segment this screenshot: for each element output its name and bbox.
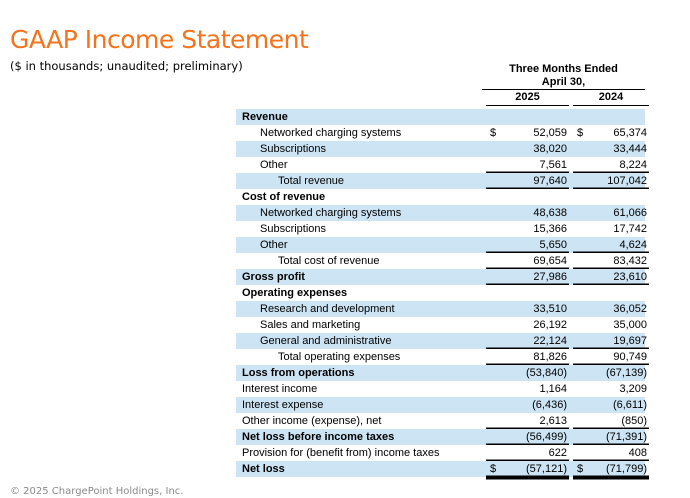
row-label: Other xyxy=(260,239,288,251)
cell-v2025 xyxy=(486,365,569,381)
cell-v2024 xyxy=(573,221,649,237)
cell-v2025 xyxy=(486,109,569,125)
row-label: Net loss xyxy=(242,463,285,475)
row-label: Interest expense xyxy=(242,399,324,411)
income-row xyxy=(236,237,645,253)
cell-value: (71,799) xyxy=(606,463,647,475)
page-subtitle: ($ in thousands; unaudited; preliminary) xyxy=(10,59,243,73)
cell-v2024 xyxy=(573,269,649,285)
cell-value: 90,749 xyxy=(613,351,647,363)
cell-v2025 xyxy=(486,141,569,157)
row-label: Total operating expenses xyxy=(278,351,401,363)
cell-value: 48,638 xyxy=(533,207,567,219)
cell-value: 107,042 xyxy=(607,175,647,187)
cell-value: 38,020 xyxy=(533,143,567,155)
cell-value: 69,654 xyxy=(533,255,567,267)
period-header-line1: Three Months Ended xyxy=(509,63,618,75)
row-label: Total revenue xyxy=(278,175,345,187)
cell-v2025 xyxy=(486,445,569,461)
cell-v2025 xyxy=(486,269,569,285)
cell-v2024 xyxy=(573,349,649,365)
cell-value: (57,121) xyxy=(526,463,567,475)
cell-v2025 xyxy=(486,381,569,397)
cell-value: 26,192 xyxy=(533,319,567,331)
income-row xyxy=(236,109,645,125)
cell-value: 33,444 xyxy=(613,143,647,155)
row-label: Total cost of revenue xyxy=(278,255,380,267)
cell-value: 65,374 xyxy=(613,127,647,139)
cell-v2024 xyxy=(573,445,649,461)
cell-v2025 xyxy=(486,333,569,349)
row-label: Interest income xyxy=(242,383,318,395)
row-label: Other xyxy=(260,159,288,171)
cell-v2024 xyxy=(573,205,649,221)
period-header-line2: April 30, xyxy=(482,76,645,90)
income-row xyxy=(236,189,645,205)
cell-value: 52,059 xyxy=(533,127,567,139)
row-label: Subscriptions xyxy=(260,223,327,235)
cell-v2025 xyxy=(486,413,569,429)
cell-v2024 xyxy=(573,381,649,397)
cell-value: 7,561 xyxy=(539,159,567,171)
cell-v2025 xyxy=(486,189,569,205)
income-row xyxy=(236,173,645,189)
row-label: Research and development xyxy=(260,303,395,315)
cell-value: 97,640 xyxy=(533,175,567,187)
year-header-spacer xyxy=(236,90,482,106)
cell-v2025 xyxy=(486,429,569,445)
cell-value: (67,139) xyxy=(606,367,647,379)
cell-v2024 xyxy=(573,413,649,429)
row-label: Cost of revenue xyxy=(242,191,326,203)
row-label: Other income (expense), net xyxy=(242,415,382,427)
income-row xyxy=(236,445,645,461)
row-label: Provision for (benefit from) income taxes xyxy=(242,447,440,459)
cell-value: 36,052 xyxy=(613,303,647,315)
cell-value: 61,066 xyxy=(613,207,647,219)
page-title: GAAP Income Statement xyxy=(10,25,309,54)
income-row xyxy=(236,125,645,141)
cell-v2025 xyxy=(486,173,569,189)
cell-value: (53,840) xyxy=(526,367,567,379)
cell-value: 622 xyxy=(548,447,567,459)
cell-value: 81,826 xyxy=(533,351,567,363)
income-row xyxy=(236,461,645,477)
currency-symbol: $ xyxy=(577,463,584,475)
year-header-2025: 2025 xyxy=(486,90,569,106)
row-label: Operating expenses xyxy=(242,287,348,299)
cell-v2025 xyxy=(486,317,569,333)
cell-v2025 xyxy=(486,237,569,253)
cell-v2025 xyxy=(486,157,569,173)
income-row xyxy=(236,429,645,445)
year-header-2024: 2024 xyxy=(573,90,649,106)
cell-v2024 xyxy=(573,397,649,413)
cell-value: 3,209 xyxy=(619,383,647,395)
cell-value: (850) xyxy=(621,415,647,427)
income-row xyxy=(236,349,645,365)
cell-value: 35,000 xyxy=(613,319,647,331)
income-row xyxy=(236,253,645,269)
income-row xyxy=(236,269,645,285)
income-row xyxy=(236,301,645,317)
cell-value: 408 xyxy=(628,447,647,459)
cell-v2024 xyxy=(573,285,649,301)
row-label: General and administrative xyxy=(260,335,392,347)
currency-symbol: $ xyxy=(490,463,497,475)
income-row xyxy=(236,317,645,333)
cell-v2024 xyxy=(573,141,649,157)
cell-value: (56,499) xyxy=(526,431,567,443)
cell-v2024 xyxy=(573,173,649,189)
cell-v2025 xyxy=(486,125,569,141)
income-statement-table xyxy=(236,62,645,477)
cell-v2025 xyxy=(486,397,569,413)
income-row xyxy=(236,397,645,413)
cell-v2024 xyxy=(573,189,649,205)
cell-value: 4,624 xyxy=(619,239,647,251)
cell-value: (71,391) xyxy=(606,431,647,443)
currency-symbol: $ xyxy=(490,127,497,139)
cell-value: (6,611) xyxy=(612,399,647,411)
period-header xyxy=(482,62,645,90)
cell-v2024 xyxy=(573,365,649,381)
cell-v2024 xyxy=(573,317,649,333)
cell-v2025 xyxy=(486,221,569,237)
cell-value: 2,613 xyxy=(539,415,567,427)
cell-value: 22,124 xyxy=(533,335,567,347)
income-row xyxy=(236,413,645,429)
cell-value: 83,432 xyxy=(613,255,647,267)
cell-v2024 xyxy=(573,109,649,125)
income-row xyxy=(236,141,645,157)
row-label: Sales and marketing xyxy=(260,319,361,331)
income-row xyxy=(236,365,645,381)
row-label: Loss from operations xyxy=(242,367,355,379)
cell-v2024 xyxy=(573,301,649,317)
cell-v2025 xyxy=(486,285,569,301)
footer-copyright: © 2025 ChargePoint Holdings, Inc. xyxy=(10,486,184,497)
cell-v2025 xyxy=(486,461,569,477)
cell-v2025 xyxy=(486,349,569,365)
income-row xyxy=(236,205,645,221)
cell-value: 8,224 xyxy=(619,159,647,171)
cell-value: 23,610 xyxy=(613,271,647,283)
row-label: Net loss before income taxes xyxy=(242,431,395,443)
cell-value: 33,510 xyxy=(533,303,567,315)
cell-value: (6,436) xyxy=(532,399,567,411)
cell-v2024 xyxy=(573,237,649,253)
cell-v2025 xyxy=(486,301,569,317)
currency-symbol: $ xyxy=(577,127,584,139)
cell-value: 19,697 xyxy=(613,335,647,347)
income-rows xyxy=(236,109,645,477)
cell-value: 1,164 xyxy=(539,383,567,395)
cell-v2024 xyxy=(573,253,649,269)
income-row xyxy=(236,157,645,173)
row-label: Gross profit xyxy=(242,271,305,283)
cell-v2024 xyxy=(573,125,649,141)
row-label: Subscriptions xyxy=(260,143,327,155)
year-header-row xyxy=(236,90,645,106)
cell-value: 5,650 xyxy=(539,239,567,251)
row-label: Networked charging systems xyxy=(260,207,402,219)
cell-v2024 xyxy=(573,429,649,445)
income-row xyxy=(236,333,645,349)
row-label: Networked charging systems xyxy=(260,127,402,139)
cell-value: 27,986 xyxy=(533,271,567,283)
income-row xyxy=(236,381,645,397)
income-row xyxy=(236,221,645,237)
income-row xyxy=(236,285,645,301)
cell-v2025 xyxy=(486,205,569,221)
cell-v2025 xyxy=(486,253,569,269)
cell-v2024 xyxy=(573,461,649,477)
cell-v2024 xyxy=(573,157,649,173)
cell-v2024 xyxy=(573,333,649,349)
cell-value: 15,366 xyxy=(533,223,567,235)
row-label: Revenue xyxy=(242,111,288,123)
cell-value: 17,742 xyxy=(613,223,647,235)
